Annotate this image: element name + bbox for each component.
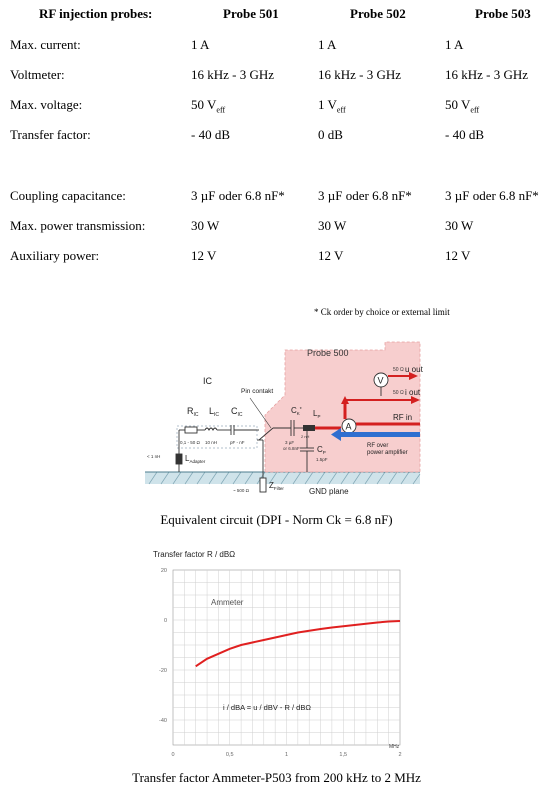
l-range-label: 10 nH: [205, 440, 218, 445]
cell: [191, 97, 225, 115]
cell: 3 µF oder 6.8 nF*: [318, 188, 412, 203]
cell-value: 50 V: [191, 97, 217, 112]
cell: 1 A: [191, 37, 210, 52]
x-axis-unit: MHz: [389, 744, 400, 750]
x-ticks: [171, 752, 401, 758]
header-probe-503: Probe 503: [475, 6, 531, 21]
table-row: [0, 248, 553, 268]
header-label: RF injection probes:: [39, 6, 153, 21]
footnote: * Ck order by choice or external limit: [314, 307, 450, 317]
i-out-label: i out: [405, 388, 421, 397]
cell: 0 dB: [318, 127, 343, 142]
row-label: Max. current:: [10, 37, 81, 52]
voltmeter-letter: V: [377, 375, 384, 386]
c-ic-label: $C_{IC}$: [231, 406, 243, 418]
chart-annotation: i / dBA = u / dBV - R / dBΩ: [223, 703, 311, 712]
cell-value: 1 V: [318, 97, 337, 112]
cell: 30 W: [191, 218, 220, 233]
lp-inductor: [303, 425, 315, 431]
c-range-label: pF - nF: [230, 440, 245, 445]
row-label: Transfer factor:: [10, 127, 91, 142]
table-header: [0, 6, 553, 26]
y-tick-label: -20: [159, 668, 167, 674]
adapter-label: $L_{Adapter}$: [185, 454, 206, 464]
x-tick-label: 1,5: [339, 752, 348, 758]
cell: 30 W: [445, 218, 474, 233]
table-row: [0, 37, 553, 57]
circuit-caption: Equivalent circuit (DPI - Norm Ck = 6.8 nF): [160, 512, 393, 527]
adapter-inductor: [176, 450, 182, 472]
z-filter-label: $Z_{Filter}$: [269, 481, 284, 491]
i-out-resistor: 50 Ω: [393, 390, 404, 396]
y-ticks: [159, 568, 167, 724]
cell: 30 W: [318, 218, 347, 233]
x-tick-label: 1: [284, 752, 289, 758]
cp-label: $C_P$: [317, 445, 326, 455]
cell: 16 kHz - 3 GHz: [191, 67, 275, 82]
ammeter-letter: A: [345, 421, 352, 432]
lp-value: 2 nH: [301, 434, 310, 439]
cell: 12 V: [191, 248, 217, 263]
l-ic-label: $L_{IC}$: [209, 406, 220, 418]
row-label: Max. voltage:: [10, 97, 83, 112]
u-out-resistor: 50 Ω: [393, 367, 404, 373]
r-ic-label: $R_{IC}$: [187, 406, 199, 418]
chart-title: Transfer factor R / dBΩ: [153, 550, 236, 559]
row-label: Voltmeter:: [10, 67, 65, 82]
y-tick-label: 0: [163, 618, 167, 624]
y-tick-label: 20: [160, 568, 167, 574]
ck-value-2: or 6.8nF: [283, 446, 300, 451]
x-tick-label: 0,5: [225, 752, 234, 758]
cell-sub: eff: [470, 105, 480, 115]
table-row: [0, 188, 553, 208]
y-tick-label: -40: [159, 718, 167, 724]
lp-label: $L_P$: [313, 409, 321, 419]
table-row: [0, 97, 553, 117]
cell: 1 A: [445, 37, 464, 52]
ic-label: IC: [203, 376, 212, 386]
table-row: [0, 218, 553, 238]
x-tick-label: 0: [171, 752, 175, 758]
pin-contact-label: Pin contakt: [241, 388, 274, 395]
power-amp-label: power amplifier: [367, 450, 408, 456]
gnd-plane-label: GND plane: [309, 487, 349, 496]
ic-series-chain: [179, 425, 257, 450]
cell: - 40 dB: [445, 127, 484, 142]
grid: [173, 570, 400, 745]
rf-in-label: RF in: [393, 413, 413, 422]
x-tick-label: 2: [398, 752, 402, 758]
row-label: Coupling capacitance:: [10, 188, 126, 203]
series-label-ammeter: Ammeter: [211, 598, 244, 607]
table-row: [0, 67, 553, 87]
cell: [445, 97, 479, 115]
row-label: Max. power transmission:: [10, 218, 146, 233]
cell: 16 kHz - 3 GHz: [445, 67, 529, 82]
cell: 16 kHz - 3 GHz: [318, 67, 402, 82]
cell: 12 V: [445, 248, 471, 263]
chart-caption: Transfer factor Ammeter-P503 from 200 kHz to 2 MHz: [132, 770, 421, 785]
ck-value-1: 3 µF: [285, 440, 295, 445]
cell-sub: eff: [216, 105, 226, 115]
u-out-label: u out: [405, 365, 423, 374]
table-row: [0, 127, 553, 147]
cell: 12 V: [318, 248, 344, 263]
z-filter-value: ~ 500 Ω: [233, 488, 250, 493]
r-range-label: 0,1 - 50 Ω: [180, 440, 200, 445]
adapter-value: < 1 nH: [147, 454, 161, 459]
rf-over-arrow-shaft: [341, 432, 420, 437]
rf-over-label: RF over: [367, 443, 389, 449]
transfer-factor-chart: [145, 545, 405, 760]
cp-value: 1.5pF: [316, 457, 328, 462]
cell-sub: eff: [336, 105, 346, 115]
cell: 3 µF oder 6.8 nF*: [191, 188, 285, 203]
ck-label: $C_K^*$: [291, 406, 302, 416]
cell: [318, 97, 346, 115]
header-probe-501: Probe 501: [223, 6, 279, 21]
cell-value: 50 V: [445, 97, 471, 112]
cell: 3 µF oder 6.8 nF*: [445, 188, 539, 203]
cell: - 40 dB: [191, 127, 230, 142]
row-label: Auxiliary power:: [10, 248, 100, 263]
header-probe-502: Probe 502: [350, 6, 406, 21]
cell: 1 A: [318, 37, 337, 52]
probe-label: Probe 500: [307, 348, 349, 358]
equivalent-circuit-diagram: [145, 340, 423, 502]
